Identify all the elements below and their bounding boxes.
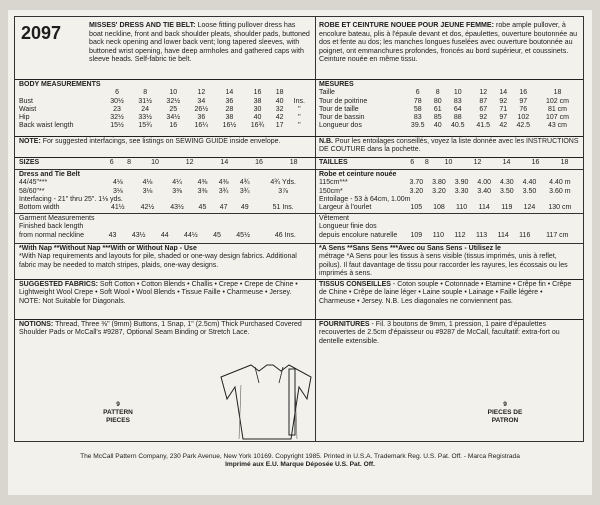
table-row bbox=[319, 196, 579, 204]
table-cell: 3.60 m bbox=[549, 187, 571, 195]
table-cell: 12 bbox=[197, 89, 206, 97]
table-row bbox=[319, 232, 579, 240]
table-cell: 3¾ bbox=[239, 187, 250, 195]
table-cell: 3⅜ bbox=[172, 187, 182, 195]
table-cell: 114 bbox=[497, 231, 509, 239]
pieces-label: PATTERN PIECES bbox=[103, 408, 133, 424]
table-cell: 61 bbox=[433, 105, 442, 113]
table-row bbox=[319, 106, 579, 114]
english-description bbox=[89, 21, 311, 64]
table-cell: 4⅜ bbox=[197, 179, 208, 187]
table-cell: Entoilage - 53 à 64cm, 1.00m bbox=[319, 195, 411, 203]
table-cell: 71 bbox=[499, 105, 508, 113]
table-cell: 18 bbox=[560, 159, 569, 166]
robe-title: Robe et ceinture nouée bbox=[319, 171, 397, 178]
table-cell: 45½ bbox=[236, 231, 250, 239]
table-cell: 44½ bbox=[184, 231, 198, 239]
body-measurements-table bbox=[19, 89, 311, 130]
table-cell: 43½ bbox=[131, 231, 146, 239]
table-cell: 40 bbox=[275, 97, 284, 105]
table-cell: 81 cm bbox=[547, 105, 567, 113]
table-cell: 16 bbox=[255, 159, 263, 166]
table-cell: 3⅞ bbox=[278, 187, 289, 195]
table-cell: 15¾ bbox=[138, 122, 152, 130]
table-cell: 8 bbox=[424, 159, 429, 166]
table-cell: 8 bbox=[435, 89, 440, 97]
table-cell: " bbox=[298, 122, 301, 130]
table-cell: 87 bbox=[479, 97, 488, 105]
table-cell: 14 bbox=[499, 89, 508, 97]
tailles-section bbox=[319, 159, 579, 167]
table-cell: 124 bbox=[523, 204, 536, 212]
table-cell: 28 bbox=[225, 105, 234, 113]
table-cell: 3⅜ bbox=[197, 187, 208, 195]
table-cell: 6 bbox=[410, 159, 415, 166]
table-row bbox=[319, 188, 579, 196]
table-cell: 130 cm bbox=[548, 204, 572, 212]
table-cell: 49 bbox=[240, 204, 249, 212]
table-cell: 32½ bbox=[110, 114, 124, 122]
note-text: For suggested interfacings, see listings on SEWING GUIDE inside envelope. bbox=[42, 138, 281, 145]
english-title: MISSES' DRESS AND TIE BELT: bbox=[89, 21, 196, 29]
tie-belt-drawing-icon bbox=[283, 365, 313, 439]
table-cell: 4.00 bbox=[477, 179, 491, 187]
table-cell: SIZES bbox=[19, 159, 40, 166]
divider bbox=[315, 136, 583, 137]
table-cell: Interfacing - 21" thru 25". 1⅛ yds. bbox=[19, 195, 123, 203]
table-row bbox=[19, 89, 311, 97]
pattern-pieces-count bbox=[93, 401, 143, 424]
table-cell: 64 bbox=[453, 105, 462, 113]
table-cell: Largeur à l'ourlet bbox=[319, 204, 372, 212]
table-cell: 25 bbox=[169, 105, 178, 113]
fournitures-section bbox=[319, 321, 579, 346]
table-cell: 4¾ Yds. bbox=[270, 179, 296, 187]
table-cell: 40 bbox=[433, 122, 442, 130]
dress-title: Dress and Tie Belt bbox=[19, 171, 80, 178]
table-cell: 102 cm bbox=[545, 97, 569, 105]
table-cell: 3.70 bbox=[409, 179, 424, 187]
table-row bbox=[19, 179, 311, 187]
footer-line2: Imprimé aux E.U. Marque Déposée U.S. Pat. Off. bbox=[225, 461, 375, 468]
tissus-section bbox=[319, 281, 579, 306]
divider bbox=[15, 279, 315, 280]
fournitures-text: - Fil. 3 boutons de 9mm, 1 pression, 1 paire d'épaulettes recouvertes de 2.5cm d'épaisseur ou #9287 de McCall, facultatif: extra-fort ou dentelle extensible. bbox=[319, 321, 560, 345]
table-row bbox=[319, 114, 579, 122]
fabrics-section bbox=[19, 281, 311, 306]
table-cell: 16 bbox=[531, 159, 540, 166]
table-cell: 34 bbox=[197, 97, 206, 105]
table-cell: 3.90 bbox=[454, 179, 469, 187]
table-cell: 47 bbox=[219, 204, 228, 212]
table-row bbox=[319, 122, 579, 130]
fabrics-label: SUGGESTED FABRICS: bbox=[19, 281, 98, 288]
nap-section bbox=[19, 245, 311, 270]
french-column bbox=[315, 17, 583, 441]
pieces-count-fr: 9 bbox=[503, 401, 507, 408]
english-description-text: Loose fitting pullover dress has boat neckline, front and back shoulder pleats, shoulder pads, buttoned back neck opening and lower back vent; long tapered sleeves, with buttoned wrist opening, have deep armholes and gathered caps with sleeve heads. Self-fabric tie belt. bbox=[89, 21, 310, 64]
table-cell: Tour de taille bbox=[319, 105, 359, 113]
notions-section bbox=[19, 321, 311, 338]
french-note bbox=[319, 138, 579, 155]
table-cell: 24 bbox=[141, 105, 150, 113]
table-cell: from normal neckline bbox=[19, 231, 84, 239]
table-cell: 4.40 m bbox=[549, 179, 571, 187]
table-cell: " bbox=[298, 114, 301, 122]
table-cell: 44/45"*** bbox=[19, 179, 48, 187]
table-cell: Longueur dos bbox=[319, 122, 362, 130]
pieces-label-fr: PIECES DE PATRON bbox=[487, 408, 523, 424]
footer-line1: The McCall Pattern Company, 230 Park Avenue, New York 10169. Copyright 1985. Printed in U.S.A. Trademark Reg. U.S. Pat. Off. - Marca Registrada bbox=[80, 453, 520, 460]
table-cell: 16¾ bbox=[250, 122, 265, 130]
divider bbox=[15, 243, 315, 244]
table-cell: 16½ bbox=[222, 122, 237, 130]
french-description bbox=[319, 21, 581, 64]
table-cell: 12 bbox=[479, 89, 488, 97]
divider bbox=[15, 213, 315, 214]
yardage-section bbox=[19, 171, 311, 212]
table-cell: 85 bbox=[433, 114, 442, 122]
table-cell: 3.40 bbox=[477, 187, 491, 195]
table-cell: 115cm*** bbox=[319, 179, 348, 187]
table-cell: 4⅛ bbox=[142, 179, 153, 187]
table-row bbox=[19, 188, 311, 196]
table-cell: 3¾ bbox=[218, 187, 229, 195]
table-cell: 110 bbox=[455, 204, 468, 212]
table-cell: 6 bbox=[109, 159, 114, 166]
table-cell: 18 bbox=[275, 89, 284, 97]
table-cell: 38 bbox=[225, 114, 234, 122]
table-cell: 10 bbox=[151, 159, 159, 166]
table-cell: 4⅜ bbox=[218, 179, 229, 187]
table-cell: 80 bbox=[433, 97, 442, 105]
metrage-section bbox=[319, 171, 579, 212]
table-cell: 42.5 bbox=[516, 122, 531, 130]
table-cell: 3⅛ bbox=[142, 187, 153, 195]
table-cell: 97 bbox=[519, 97, 528, 105]
tissus-text: - Coton souple • Cotonnade • Etamine • Crêpe fin • Crêpe de Chine • Crêpe de laine léger • Laine souple • Lainage • Faille légère • Charmeuse • Jersey. N.B. Les diagonales ne conviennent pas. bbox=[319, 281, 572, 305]
table-cell: Taille bbox=[319, 89, 335, 97]
vetement-title: Vêtement bbox=[319, 215, 349, 222]
table-row bbox=[19, 159, 311, 167]
pattern-envelope-back bbox=[8, 10, 592, 495]
table-cell: 41½ bbox=[111, 204, 125, 212]
table-cell: 8 bbox=[127, 159, 131, 166]
table-cell: 109 bbox=[410, 231, 423, 239]
table-cell: 12 bbox=[473, 159, 482, 166]
table-row bbox=[19, 122, 311, 130]
nb-label: N.B. bbox=[319, 138, 333, 145]
divider bbox=[15, 169, 315, 170]
pieces-de-patron-count bbox=[475, 401, 535, 424]
table-cell: 32½ bbox=[166, 97, 181, 105]
table-cell: 3.20 bbox=[409, 187, 424, 195]
french-title: ROBE ET CEINTURE NOUEE POUR JEUNE FEMME: bbox=[319, 21, 494, 29]
pattern-number: 2097 bbox=[21, 23, 62, 43]
divider bbox=[15, 157, 315, 158]
table-row bbox=[319, 204, 579, 212]
table-cell: 51 Ins. bbox=[272, 204, 294, 212]
body-measurements-title: BODY MEASUREMENTS bbox=[19, 81, 101, 88]
table-cell: 32 bbox=[275, 105, 284, 113]
table-cell: depuis encolure naturelle bbox=[319, 231, 398, 239]
table-cell: 16 bbox=[253, 89, 262, 97]
table-row bbox=[19, 204, 311, 212]
table-cell: 30 bbox=[253, 105, 262, 113]
table-row bbox=[19, 114, 311, 122]
table-cell: 12 bbox=[185, 159, 194, 166]
table-cell: 23 bbox=[113, 105, 121, 113]
table-cell: Bottom width bbox=[19, 204, 60, 212]
table-cell: 105 bbox=[410, 204, 423, 212]
fournitures-label: FOURNITURES bbox=[319, 321, 370, 328]
table-cell: 40 bbox=[253, 114, 262, 122]
vetement-table bbox=[319, 232, 579, 240]
tailles-row bbox=[319, 159, 579, 167]
vetement-section bbox=[319, 215, 579, 240]
table-cell: 88 bbox=[453, 114, 462, 122]
table-cell: 43 bbox=[108, 231, 117, 239]
divider bbox=[15, 136, 315, 137]
table-cell: 97 bbox=[499, 114, 508, 122]
mesures-table bbox=[319, 89, 579, 130]
table-cell: 14 bbox=[502, 159, 511, 166]
table-cell: 38 bbox=[253, 97, 262, 105]
table-cell: 36 bbox=[197, 114, 206, 122]
divider bbox=[15, 319, 315, 320]
table-cell: 8 bbox=[143, 89, 148, 97]
notions-text: Thread, Three ⅜" (9mm) Buttons, 1 Snap, 1" (2.5cm) Thick Purchased Covered Shoulder Pads or McCall's #9287, Optional Seam Binding or Stretch Lace. bbox=[19, 321, 302, 337]
table-cell: 92 bbox=[499, 97, 508, 105]
garment-title: Garment Measurements bbox=[19, 215, 95, 222]
table-row bbox=[319, 98, 579, 106]
table-cell: 46 Ins. bbox=[274, 231, 296, 239]
english-note bbox=[19, 138, 311, 146]
table-cell: 34½ bbox=[166, 114, 181, 122]
table-cell: 14 bbox=[220, 159, 229, 166]
table-cell: 14 bbox=[225, 89, 234, 97]
divider bbox=[315, 79, 583, 80]
garment-sub1: Finished back length bbox=[19, 223, 84, 231]
table-cell: 108 bbox=[433, 204, 445, 212]
table-cell: 30½ bbox=[110, 97, 124, 105]
notions-label: NOTIONS: bbox=[19, 321, 54, 328]
table-cell bbox=[288, 89, 311, 97]
table-cell: Bust bbox=[19, 97, 34, 105]
table-row bbox=[319, 159, 579, 167]
divider bbox=[315, 243, 583, 244]
pieces-count: 9 bbox=[116, 401, 120, 408]
mesures-section bbox=[319, 81, 579, 130]
table-cell: 83 bbox=[413, 114, 422, 122]
table-cell: 107 cm bbox=[545, 114, 569, 122]
table-cell: 4.40 bbox=[522, 179, 537, 187]
table-cell: 16 bbox=[169, 122, 178, 130]
table-cell: 78 bbox=[413, 97, 422, 105]
table-cell: 33½ bbox=[138, 114, 152, 122]
table-cell: 10 bbox=[444, 159, 453, 166]
table-cell: Hip bbox=[19, 114, 30, 122]
table-cell bbox=[19, 89, 103, 97]
french-description-text: robe ample pullover, à encolure bateau, plis à l'épaule devant et dos, épaulettes, ouverture boutonnée au dos et fente au dos; les manches longues fuselées avec ouverture boutonnée au poignet, ont emmanchures profondes, froncés au bord supérieur, et coussinets. Ceinture nouée en même tissu. bbox=[319, 21, 578, 64]
sizes-section bbox=[19, 159, 311, 167]
table-row bbox=[19, 98, 311, 106]
tissus-label: TISSUS CONSEILLES bbox=[319, 281, 391, 288]
table-cell: 116 bbox=[519, 231, 531, 239]
divider bbox=[315, 319, 583, 320]
note-label: NOTE: bbox=[19, 138, 41, 145]
table-cell: 42 bbox=[499, 122, 508, 130]
table-cell: 3⅛ bbox=[112, 187, 123, 195]
yardage-table bbox=[19, 179, 311, 212]
table-cell: 10 bbox=[169, 89, 178, 97]
table-cell: 16¼ bbox=[194, 122, 209, 130]
table-cell: 76 bbox=[519, 105, 528, 113]
table-cell: 18 bbox=[553, 89, 562, 97]
divider bbox=[15, 79, 315, 80]
table-cell: 43½ bbox=[170, 204, 184, 212]
table-cell: 10 bbox=[453, 89, 462, 97]
divider bbox=[315, 157, 583, 158]
table-cell: 83 bbox=[453, 97, 462, 105]
table-cell: Ins. bbox=[293, 97, 305, 105]
table-cell: 3.50 bbox=[500, 187, 514, 195]
sens-text: métrage *A Sens pour les tissus à sens visible (tissus imprimés, unis à reflet, poilus). Il faut davantage de tissu pour raccorder les rayures, les écossais ou les imprimés à sens. bbox=[319, 253, 568, 278]
table-cell: 112 bbox=[454, 231, 466, 239]
table-cell: Tour de poitrine bbox=[319, 97, 368, 105]
table-cell: 43 cm bbox=[547, 122, 567, 130]
nb-text: Pour les entoilages conseillés, voyez la liste donnée avec les INSTRUCTIONS DE COUTURE dans la pochette. bbox=[319, 138, 579, 154]
table-cell: 150cm* bbox=[319, 187, 343, 195]
table-cell: 67 bbox=[479, 105, 488, 113]
table-cell: 41.5 bbox=[476, 122, 491, 130]
table-cell: 15½ bbox=[110, 122, 124, 130]
nap-line: *With Nap **Without Nap ***With or Without Nap - Use bbox=[19, 245, 197, 252]
table-cell: 26½ bbox=[194, 105, 209, 113]
table-cell: 3.50 bbox=[522, 187, 537, 195]
table-cell: 39.5 bbox=[410, 122, 425, 130]
table-cell: Waist bbox=[19, 105, 37, 113]
table-cell: 40.5 bbox=[450, 122, 465, 130]
table-cell: 45 bbox=[198, 204, 207, 212]
table-cell: Back waist length bbox=[19, 122, 74, 130]
divider bbox=[315, 279, 583, 280]
vetement-sub1: Longueur finie dos bbox=[319, 223, 377, 231]
nap-text: *With Nap requirements and layouts for pile, shaded or one-way design fabrics. Additional fabric may be needed to match stripes, plaids, one-way designs. bbox=[19, 253, 297, 269]
table-cell: 58/60"** bbox=[19, 187, 45, 195]
divider bbox=[315, 169, 583, 170]
table-cell: 17 bbox=[275, 122, 284, 130]
table-cell: 3.80 bbox=[432, 179, 446, 187]
copyright-footer bbox=[8, 453, 592, 469]
garment-measurements-section bbox=[19, 215, 311, 240]
table-cell: 119 bbox=[501, 204, 513, 212]
table-cell: 4⅛ bbox=[112, 179, 123, 187]
info-frame bbox=[14, 16, 584, 442]
table-cell: 58 bbox=[413, 105, 422, 113]
garment-measurements-table bbox=[19, 232, 311, 240]
metrage-table bbox=[319, 179, 579, 212]
sens-line: *A Sens **Sans Sens ***Avec ou Sans Sens - Utilisez le bbox=[319, 245, 501, 252]
divider bbox=[315, 213, 583, 214]
english-column bbox=[15, 17, 316, 441]
mesures-title: MESURES bbox=[319, 81, 354, 88]
table-cell: 4.30 bbox=[500, 179, 514, 187]
table-cell: 42 bbox=[275, 114, 284, 122]
table-row bbox=[319, 89, 579, 97]
table-row bbox=[19, 196, 311, 204]
table-row bbox=[19, 106, 311, 114]
table-cell: 16 bbox=[519, 89, 528, 97]
sizes-row bbox=[19, 159, 311, 167]
table-cell: 42½ bbox=[140, 204, 155, 212]
table-cell: Tour de bassin bbox=[319, 114, 365, 122]
table-cell: 92 bbox=[479, 114, 488, 122]
body-measurements-section bbox=[19, 81, 311, 130]
table-cell: 4¾ bbox=[239, 179, 250, 187]
table-cell: 3.30 bbox=[454, 187, 469, 195]
table-cell: 6 bbox=[115, 89, 119, 97]
table-cell: 102 bbox=[517, 114, 530, 122]
table-cell: 45 bbox=[213, 231, 221, 239]
table-cell: 4¼ bbox=[172, 179, 182, 187]
table-cell: " bbox=[298, 105, 301, 113]
table-cell: 110 bbox=[432, 231, 444, 239]
table-cell: 44 bbox=[160, 231, 169, 239]
fabrics-text: Soft Cotton • Cotton Blends • Challis • Crepe • Crepe de Chine • Lightweight Wool Crepe • Soft Wool • Wool Blends • Tissue Faille • Charmeuse • Jersey. NOTE: Not Suitable for Diagonals. bbox=[19, 281, 298, 305]
table-cell: 18 bbox=[289, 159, 298, 166]
table-cell: 3.20 bbox=[432, 187, 446, 195]
table-cell: TAILLES bbox=[319, 159, 348, 166]
sens-section bbox=[319, 245, 579, 279]
table-cell: 36 bbox=[225, 97, 234, 105]
table-cell: 113 bbox=[475, 231, 488, 239]
table-cell: 6 bbox=[415, 89, 420, 97]
table-row bbox=[319, 179, 579, 187]
table-cell: 114 bbox=[478, 204, 490, 212]
table-cell: 117 cm bbox=[546, 231, 569, 239]
table-row bbox=[19, 232, 311, 240]
table-cell: 31½ bbox=[138, 97, 152, 105]
